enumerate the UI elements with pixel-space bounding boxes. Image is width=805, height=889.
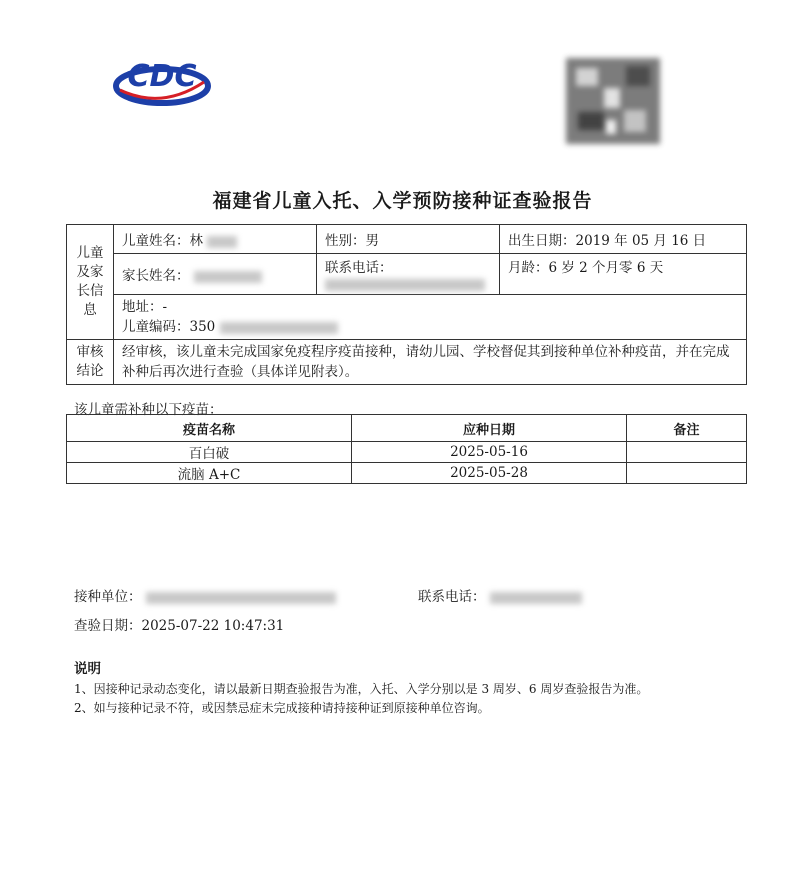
- vaccine-name: 百白破: [67, 442, 352, 463]
- address-label: 地址：-: [122, 299, 168, 315]
- redacted-parent-name: [194, 271, 262, 283]
- child-name-cell: [114, 225, 317, 254]
- child-info-table: [66, 224, 747, 385]
- cdc-logo: [112, 52, 212, 108]
- note-item: 1、因接种记录动态变化，请以最新日期查验报告为准，入托、入学分别以是 3 周岁、6 周岁查验报告为准。: [74, 682, 649, 696]
- vaccine-table: [66, 414, 747, 484]
- unit-phone: [418, 585, 582, 605]
- parent-name-label: 家长姓名：: [122, 268, 190, 284]
- due-date: 2025-05-28: [352, 463, 627, 484]
- vaccination-unit-label: 接种单位：: [74, 589, 142, 605]
- child-name-label: 儿童姓名：林: [122, 233, 203, 249]
- phone-cell: [317, 254, 500, 295]
- notes-heading: 说明: [74, 661, 101, 677]
- check-date: 查验日期：2025-07-22 10:47:31: [74, 618, 285, 634]
- unit-phone-label: 联系电话：: [418, 589, 486, 605]
- remark: [627, 442, 747, 463]
- remarks-header: 备注: [627, 415, 747, 442]
- redacted-child-code: [220, 322, 338, 334]
- blurred-qr-code: [566, 58, 660, 144]
- birth-date-cell: 出生日期：2019 年 05 月 16 日: [500, 225, 747, 254]
- review-section-label: 审核结论: [67, 340, 114, 385]
- redacted-name: [207, 236, 237, 248]
- gender-cell: 性别：男: [317, 225, 500, 254]
- report-title: 福建省儿童入托、入学预防接种证查验报告: [212, 190, 593, 212]
- due-date: 2025-05-16: [352, 442, 627, 463]
- address-cell: [114, 295, 747, 340]
- redacted-unit-phone: [490, 592, 582, 604]
- remark: [627, 463, 747, 484]
- phone-label: 联系电话：: [325, 260, 393, 276]
- note-item: 2、如与接种记录不符，或因禁忌症未完成接种请持接种证到原接种单位咨询。: [74, 701, 490, 715]
- vaccination-unit: [74, 585, 336, 605]
- age-cell: 月龄：6 岁 2 个月零 6 天: [500, 254, 747, 295]
- info-section-label: 儿童及家长信息: [67, 225, 114, 340]
- redacted-phone: [325, 279, 485, 291]
- redacted-unit: [146, 592, 336, 604]
- child-code-label: 儿童编码：350: [122, 319, 216, 335]
- due-date-header: 应种日期: [352, 415, 627, 442]
- table-row: [67, 463, 747, 484]
- review-text: 经审核，该儿童未完成国家免疫程序疫苗接种，请幼儿园、学校督促其到接种单位补种疫苗，并在完成补种后再次进行查验（具体详见附表）。: [114, 340, 747, 385]
- vaccine-name-header: 疫苗名称: [67, 415, 352, 442]
- vaccine-name: 流脑 A+C: [67, 463, 352, 484]
- svg-text:CDC: CDC: [127, 59, 197, 94]
- table-row: [67, 442, 747, 463]
- parent-name-cell: [114, 254, 317, 295]
- vaccine-intro: 该儿童需补种以下疫苗：: [74, 402, 223, 418]
